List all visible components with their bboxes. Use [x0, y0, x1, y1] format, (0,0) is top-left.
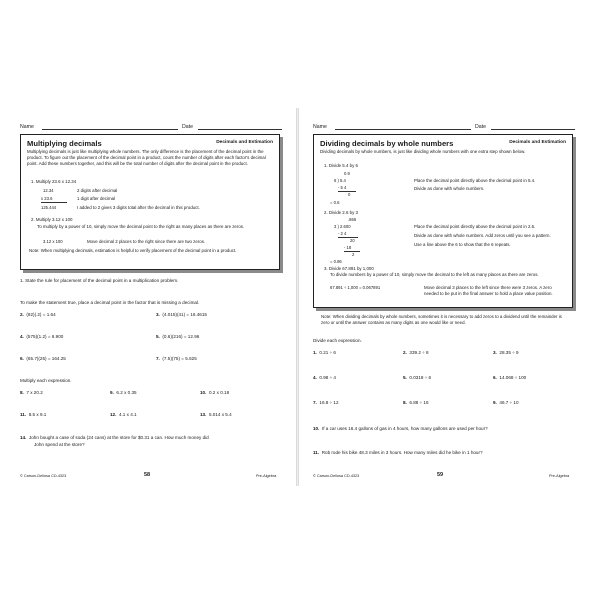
problem-8: 8. 6.88 ÷ 16 — [403, 400, 429, 405]
example-2-desc: Move decimal 2 places to the right since there are two zeros. — [87, 239, 206, 244]
problem-10: 10. 0.2 x 0.18 — [200, 390, 230, 395]
example-1-desc: Divide as done with whole numbers. — [414, 186, 485, 191]
example-3-desc: Move decimal 3 places to the left since there were 3 zeros. A zero needed to be put in the final answer to hold a place value position. — [424, 285, 553, 296]
left-page — [8, 108, 294, 486]
problem-2: 2. (82)(.2) = 1.64 — [20, 312, 56, 317]
lesson-title: Dividing decimals by whole numbers — [320, 139, 454, 148]
lesson-note: Note: When multiplying decimals, estimation is helpful to verify placement of the decimal point in a product. — [29, 248, 237, 253]
page-fold — [296, 108, 299, 486]
problem-3: 3. (4.015)(41) = 16.4615 — [156, 312, 207, 317]
example-2-work: 3.12 x 100 — [43, 239, 63, 244]
example-2-label: 2. Multiply 3.12 x 100 — [31, 217, 73, 222]
date-line — [198, 129, 282, 130]
problem-7: 7. 16.8 ÷ 12 — [313, 400, 339, 405]
instructions-1: To make the statement true, place a decimal point in the factor that is missing a decimal. — [20, 300, 200, 305]
problem-14-line-2: John spend at the store? — [34, 442, 85, 447]
example-2-desc: Place the decimal point directly above the decimal point in 2.6. — [414, 224, 536, 229]
example-1-work: 12.34 — [43, 188, 54, 193]
lesson-title: Multiplying decimals — [27, 139, 102, 148]
problem-9: 9. 46.7 ÷ 10 — [493, 400, 519, 405]
footer-copyright: © Carson-Dellosa CD-4323 — [313, 474, 360, 478]
name-line — [335, 129, 471, 130]
date-line — [491, 129, 575, 130]
problem-10: 10. If a car uses 16.4 gallons of gas in 4 hours, how many gallons are used per hour? — [313, 426, 488, 431]
date-label: Date — [475, 124, 486, 130]
problem-4: 4. (575)(1.2) = 6.900 — [20, 334, 64, 339]
problem-1: 1. 0.21 ÷ 6 — [313, 350, 336, 355]
lesson-tag: Decimals and Estimation — [216, 140, 273, 145]
workbook-spread — [8, 108, 587, 486]
example-1-work: x 23.6 — [41, 196, 53, 201]
example-3-label: 3. Divide 67.891 by 1,000 — [324, 266, 374, 271]
problem-11: 11. 8.5 x 9.1 — [20, 412, 47, 417]
problem-6: 6. (65.7)(25) = 164.25 — [20, 356, 66, 361]
example-2-desc: Divide as done with whole numbers. Add zeros until you see a pattern. — [414, 233, 551, 238]
lesson-intro: Multiplying decimals is just like multiplying whole numbers. The only difference is the placement of the decimal point in the product. To figure out the placement of the decimal point in a product, count the number of digits after each factor's decimal point. Add these numbers together, and this will be the total number of digits after the decimal point in the product. — [27, 149, 266, 166]
problem-9: 9. 6.2 x 0.35 — [110, 390, 137, 395]
work-line — [338, 237, 358, 238]
example-1-result: = 0.6 — [330, 200, 340, 205]
example-1-desc: 2 digits after decimal — [77, 188, 118, 193]
example-1-label: 1. Multiply 23.6 x 12.34 — [31, 179, 77, 184]
lesson-tag: Decimals and Estimation — [509, 140, 566, 145]
problem-11: 11. Rob rode his bike 48.3 miles in 3 hours. How many miles did he bike in 1 hour? — [313, 450, 483, 455]
problem-14: 14. John bought a case of soda (24 cans) at the store for $0.31 a can. How much money did — [20, 435, 209, 440]
example-2-work: - 18 — [344, 245, 352, 250]
right-page — [301, 108, 587, 486]
example-1-work: 125.444 — [41, 205, 57, 210]
example-2-text: To multiply by a power of 10, simply move the decimal point to the right as many places as there are zeros. — [37, 224, 245, 229]
problem-13: 13. 5.014 x 5.4 — [200, 412, 232, 417]
problem-6: 6. 14.068 ÷ 100 — [493, 375, 527, 380]
example-1-work: 0.9 — [344, 171, 350, 176]
footer-copyright: © Carson-Dellosa CD-4323 — [20, 474, 67, 478]
problem-8: 8. 7 x 20.2 — [20, 390, 43, 395]
problem-4: 4. 0.98 ÷ 4 — [313, 375, 336, 380]
example-2-work: - 2 4 — [338, 231, 347, 236]
example-2-work: 20 — [350, 238, 355, 243]
work-line — [41, 202, 67, 203]
example-3-text: To divide numbers by a power of 10, simply move the decimal to the left as many places as there are zeros. — [330, 272, 539, 277]
instructions-2: Multiply each expression. — [20, 378, 72, 383]
example-2-work: 2 — [352, 252, 355, 257]
problem-5: 5. 0.0318 ÷ 6 — [403, 375, 432, 380]
example-1-desc: Place the decimal point directly above the decimal point in 5.4. — [414, 178, 536, 183]
footer-subject: Pre-Algebra — [549, 474, 570, 478]
example-1-label: 1. Divide 5.4 by 6 — [324, 163, 358, 168]
lesson-intro: Dividing decimals by whole numbers, is just like dividing whole numbers with one extra step shown below. — [320, 149, 526, 154]
example-1-work: 0 — [348, 192, 351, 197]
name-line — [42, 129, 178, 130]
instructions: Divide each expression. — [313, 338, 362, 343]
name-label: Name — [313, 124, 327, 130]
lesson-note: Note: When dividing decimals by whole numbers, sometimes it is necessary to add zeros to a dividend until the remainder is zero or until the answer contains as many digits as one would like or need. — [321, 314, 562, 325]
date-label: Date — [182, 124, 193, 130]
problem-5: 5. (0.6)(216) = 12.96 — [156, 334, 200, 339]
example-2-work: 3 ) 2.600 — [334, 224, 351, 229]
example-2-label: 2. Divide 2.6 by 3 — [324, 210, 358, 215]
problem-3: 3. 28.35 ÷ 9 — [493, 350, 519, 355]
example-1-work: - 5 4 — [338, 185, 347, 190]
example-1-desc: 1 digit after decimal — [77, 196, 116, 201]
example-1-desc: I added to 2 gives 3 digits total after the decimal in this product. — [77, 205, 200, 210]
problem-2: 2. 339.2 ÷ 8 — [403, 350, 429, 355]
problem-7: 7. (7.5)(75) = 5.625 — [156, 356, 197, 361]
example-2-work: .866 — [348, 217, 357, 222]
example-2-desc: Use a line above the 6 to show that the 6 repeats. — [414, 242, 511, 247]
problem-1: 1. State the rule for placement of the decimal point in a multiplication problem. — [20, 278, 179, 283]
page-number: 59 — [437, 472, 444, 478]
work-line — [338, 191, 356, 192]
example-3-work: 67.891 ÷ 1,000 = 0.067891 — [330, 285, 381, 290]
problem-12: 12. 4.1 x 4.1 — [110, 412, 137, 417]
lesson-box — [313, 134, 573, 308]
name-label: Name — [20, 124, 34, 130]
footer-subject: Pre-Algebra — [256, 474, 277, 478]
page-number: 58 — [144, 472, 151, 478]
example-2-result: = 0.86 — [330, 259, 342, 264]
example-1-work: 6 ) 5.4 — [334, 178, 346, 183]
lesson-box — [20, 134, 280, 270]
